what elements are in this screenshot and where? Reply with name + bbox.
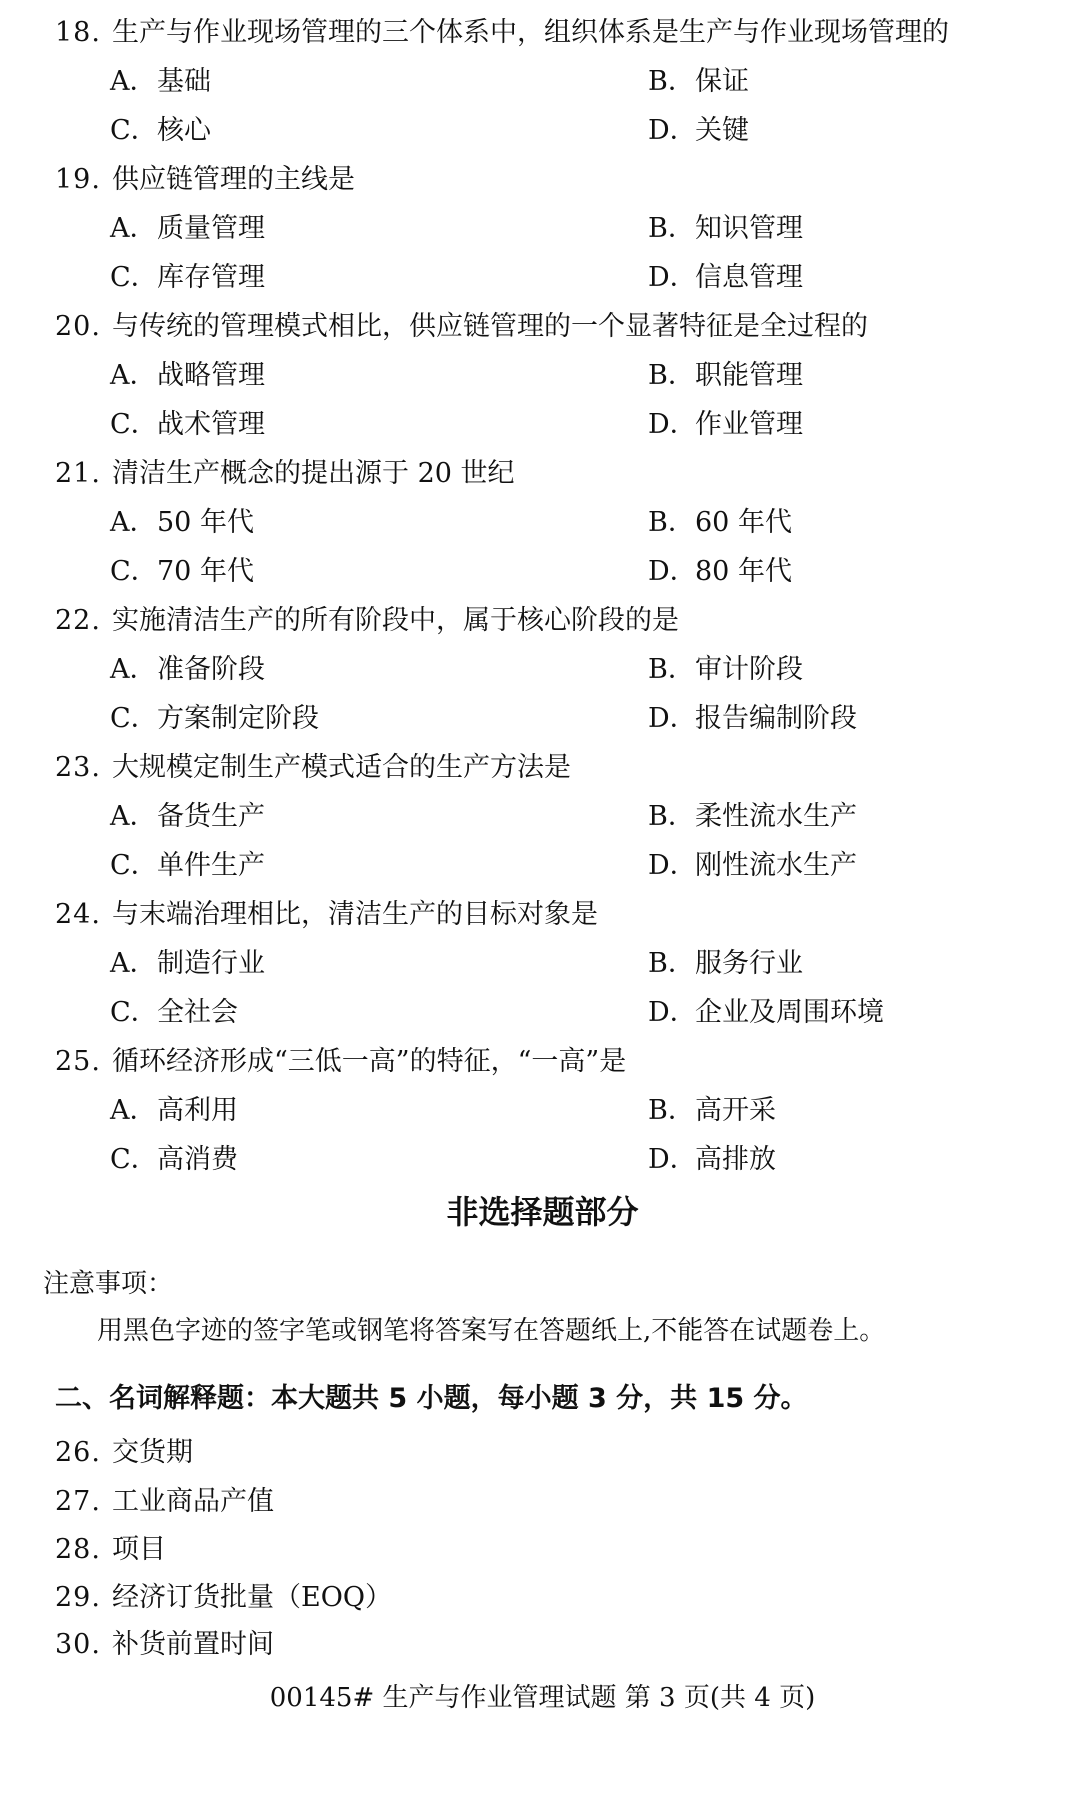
option-a: A．备货生产 — [110, 801, 265, 832]
question-stem: 与末端治理相比，清洁生产的目标对象是 — [112, 899, 598, 930]
section-title: 非选择题部分 — [446, 1193, 639, 1231]
option-b: B．60 年代 — [648, 507, 792, 538]
term-text: 经济订货批量（EOQ） — [112, 1582, 392, 1613]
question-number: 30. — [55, 1629, 101, 1660]
option-d: D．高排放 — [648, 1144, 776, 1175]
option-a: A．战略管理 — [110, 360, 265, 391]
question-stem: 供应链管理的主线是 — [112, 164, 355, 195]
option-c: C．核心 — [110, 115, 211, 146]
page-footer: 00145# 生产与作业管理试题 第 3 页(共 4 页) — [269, 1683, 816, 1713]
option-b: B．保证 — [648, 66, 749, 97]
question-stem: 实施清洁生产的所有阶段中，属于核心阶段的是 — [112, 605, 679, 636]
option-c: C．单件生产 — [110, 850, 265, 881]
option-c: C．70 年代 — [110, 556, 254, 587]
question-number: 18. — [55, 17, 101, 48]
option-c: C．战术管理 — [110, 409, 265, 440]
question-number: 23. — [55, 752, 101, 783]
option-b: B．知识管理 — [648, 213, 803, 244]
option-b: B．服务行业 — [648, 948, 803, 979]
term-text: 项目 — [112, 1534, 166, 1565]
option-c: C．方案制定阶段 — [110, 703, 319, 734]
question-number: 25. — [55, 1046, 101, 1077]
question-number: 27. — [55, 1486, 101, 1517]
notice-label: 注意事项： — [43, 1269, 174, 1299]
question-stem: 与传统的管理模式相比，供应链管理的一个显著特征是全过程的 — [112, 311, 868, 342]
notice-text: 用黑色字迹的签字笔或钢笔将答案写在答题纸上,不能答在试题卷上。 — [97, 1316, 886, 1346]
option-a: A．质量管理 — [110, 213, 265, 244]
question-number: 28. — [55, 1534, 101, 1565]
option-d: D．80 年代 — [648, 556, 792, 587]
question-stem: 大规模定制生产模式适合的生产方法是 — [112, 752, 571, 783]
term-text: 工业商品产值 — [112, 1486, 274, 1517]
option-d: D．关键 — [648, 115, 749, 146]
option-d: D．刚性流水生产 — [648, 850, 857, 881]
option-d: D．企业及周围环境 — [648, 997, 884, 1028]
option-b: B．职能管理 — [648, 360, 803, 391]
question-number: 24. — [55, 899, 101, 930]
option-b: B．柔性流水生产 — [648, 801, 857, 832]
question-number: 20. — [55, 311, 101, 342]
option-d: D．报告编制阶段 — [648, 703, 857, 734]
option-b: B．审计阶段 — [648, 654, 803, 685]
question-stem: 清洁生产概念的提出源于 20 世纪 — [112, 458, 515, 489]
option-c: C．库存管理 — [110, 262, 265, 293]
question-number: 21. — [55, 458, 101, 489]
option-d: D．作业管理 — [648, 409, 803, 440]
question-stem: 循环经济形成“三低一高”的特征，“一高”是 — [112, 1046, 627, 1077]
term-text: 交货期 — [112, 1437, 193, 1468]
question-number: 22. — [55, 605, 101, 636]
question-number: 19. — [55, 164, 101, 195]
option-a: A．50 年代 — [110, 507, 254, 538]
option-c: C．高消费 — [110, 1144, 238, 1175]
option-a: A．制造行业 — [110, 948, 265, 979]
question-stem: 生产与作业现场管理的三个体系中，组织体系是生产与作业现场管理的 — [112, 17, 949, 48]
option-a: A．高利用 — [110, 1095, 238, 1126]
option-b: B．高开采 — [648, 1095, 776, 1126]
term-text: 补货前置时间 — [112, 1629, 274, 1660]
option-a: A．基础 — [110, 66, 211, 97]
question-number: 29. — [55, 1582, 101, 1613]
option-d: D．信息管理 — [648, 262, 803, 293]
option-c: C．全社会 — [110, 997, 238, 1028]
option-a: A．准备阶段 — [110, 654, 265, 685]
part-two-heading: 二、名词解释题：本大题共 5 小题，每小题 3 分，共 15 分。 — [55, 1383, 808, 1414]
question-number: 26. — [55, 1437, 101, 1468]
